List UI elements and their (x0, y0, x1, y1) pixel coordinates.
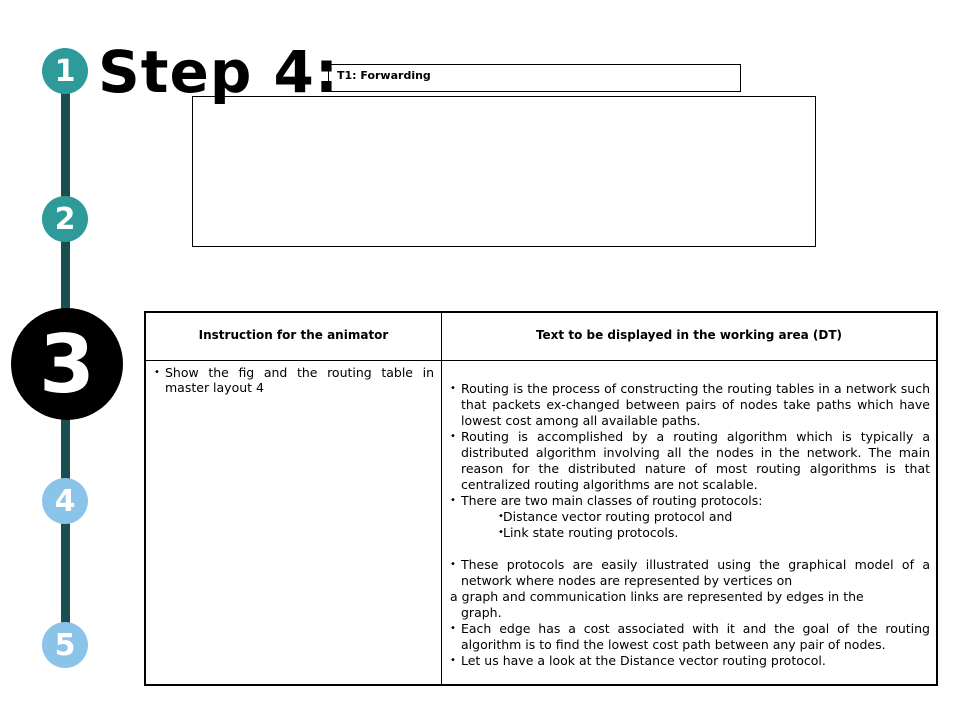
step-1-marker[interactable]: 1 (42, 48, 88, 94)
dt-spacer (450, 541, 930, 557)
dt-bullet-3: • There are two main classes of routing protocols: (450, 493, 930, 509)
dt-bullet-4-continuation-2: graph. (461, 605, 502, 620)
animator-instruction-cell (154, 365, 434, 395)
step-2-marker[interactable]: 2 (42, 196, 88, 242)
dt-sub-bullet-1: • Distance vector routing protocol and (450, 509, 930, 525)
figure-placeholder (192, 96, 816, 247)
step-4-marker[interactable]: 4 (42, 478, 88, 524)
display-text-column-header: Text to be displayed in the working area (DT) (535, 328, 843, 342)
storyboard-table (144, 311, 938, 686)
page-title: Step 4: (98, 38, 340, 106)
dt-sub-bullet-2: • Link state routing protocols. (450, 525, 930, 541)
dt-bullet-1: • Routing is the process of constructing the routing tables in a network such that packets ex-changed between pairs of nodes take paths which have lowest cost among all available paths. (450, 381, 930, 429)
step-5-marker[interactable]: 5 (42, 622, 88, 668)
dt-bullet-2: • Routing is accomplished by a routing algorithm which is typically a distributed algorithm involving all the nodes in the network. The main reason for the distributed nature of most routing algorithms is that centralized routing algorithms are not scalable. (450, 429, 930, 493)
dt-bullet-5: • Each edge has a cost associated with it and the goal of the routing algorithm is to find the lowest cost path between any pair of nodes. (450, 621, 930, 653)
dt-bullet-4-continuation: a graph and communication links are represented by edges in the (450, 589, 864, 604)
dt-bullet-6: • Let us have a look at the Distance vector routing protocol. (450, 653, 930, 669)
topic-label: T1: Forwarding (328, 64, 741, 92)
instruction-column-header: Instruction for the animator (198, 328, 389, 342)
dt-bullet-4: • These protocols are easily illustrated using the graphical model of a network where nodes are represented by vertices on (450, 557, 930, 589)
instruction-text: • Show the fig and the routing table in master layout 4 (154, 365, 434, 395)
column-divider (441, 313, 442, 684)
header-divider (146, 360, 936, 361)
step-3-marker-current[interactable]: 3 (11, 308, 123, 420)
display-text-cell (450, 381, 930, 669)
